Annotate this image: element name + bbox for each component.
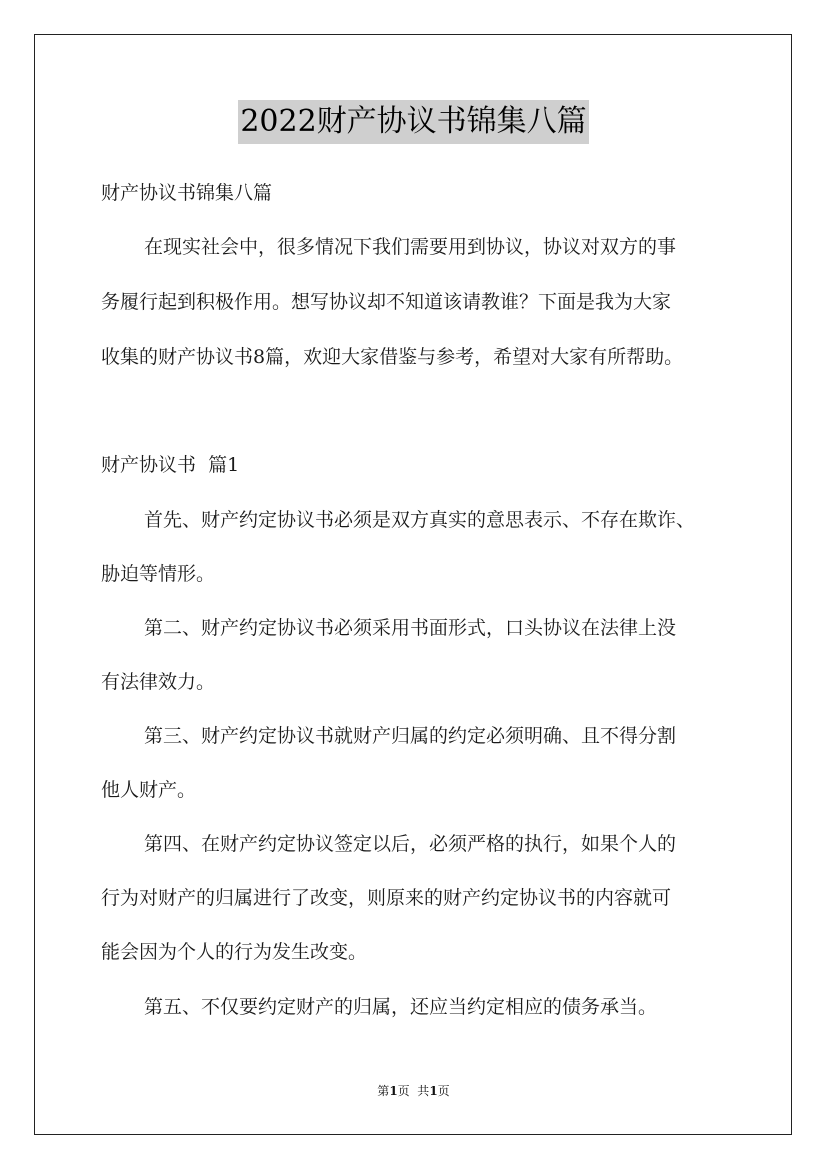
section-heading: 财产协议书 篇1 [101, 454, 240, 476]
intro-line-2: 务履行起到积极作用。想写协议却不知道该请教谁？下面是我为大家 [101, 291, 672, 313]
footer-page-number: 1 [389, 1084, 398, 1098]
intro-line-1: 在现实社会中，很多情况下我们需要用到协议，协议对双方的事 [144, 236, 677, 258]
document-title: 2022财产协议书锦集八篇 [238, 100, 588, 144]
body-line-8: 行为对财产的归属进行了改变，则原来的财产约定协议书的内容就可 [101, 887, 672, 909]
body-line-1: 首先、财产约定协议书必须是双方真实的意思表示、不存在欺诈、 [144, 509, 696, 531]
intro-line-3: 收集的财产协议书8篇，欢迎大家借鉴与参考，希望对大家有所帮助。 [101, 346, 684, 368]
footer-total-pages: 1 [429, 1084, 438, 1098]
body-line-9: 能会因为个人的行为发生改变。 [101, 941, 368, 963]
body-line-10: 第五、不仅要约定财产的归属，还应当约定相应的债务承当。 [144, 996, 658, 1018]
body-line-2: 胁迫等情形。 [101, 563, 216, 585]
page-footer [0, 1083, 827, 1099]
footer-page-prefix: 第 [377, 1084, 390, 1098]
body-line-4: 有法律效力。 [101, 671, 216, 693]
title-container [0, 100, 827, 144]
body-line-3: 第二、财产约定协议书必须采用书面形式，口头协议在法律上没 [144, 617, 677, 639]
body-line-6: 他人财产。 [101, 779, 197, 801]
footer-total-suffix: 页 [437, 1084, 450, 1098]
body-line-7: 第四、在财产约定协议签定以后，必须严格的执行，如果个人的 [144, 833, 677, 855]
document-subtitle: 财产协议书锦集八篇 [101, 182, 273, 204]
footer-page-suffix: 页 共 [397, 1084, 430, 1098]
body-line-5: 第三、财产约定协议书就财产归属的约定必须明确、且不得分割 [144, 725, 677, 747]
